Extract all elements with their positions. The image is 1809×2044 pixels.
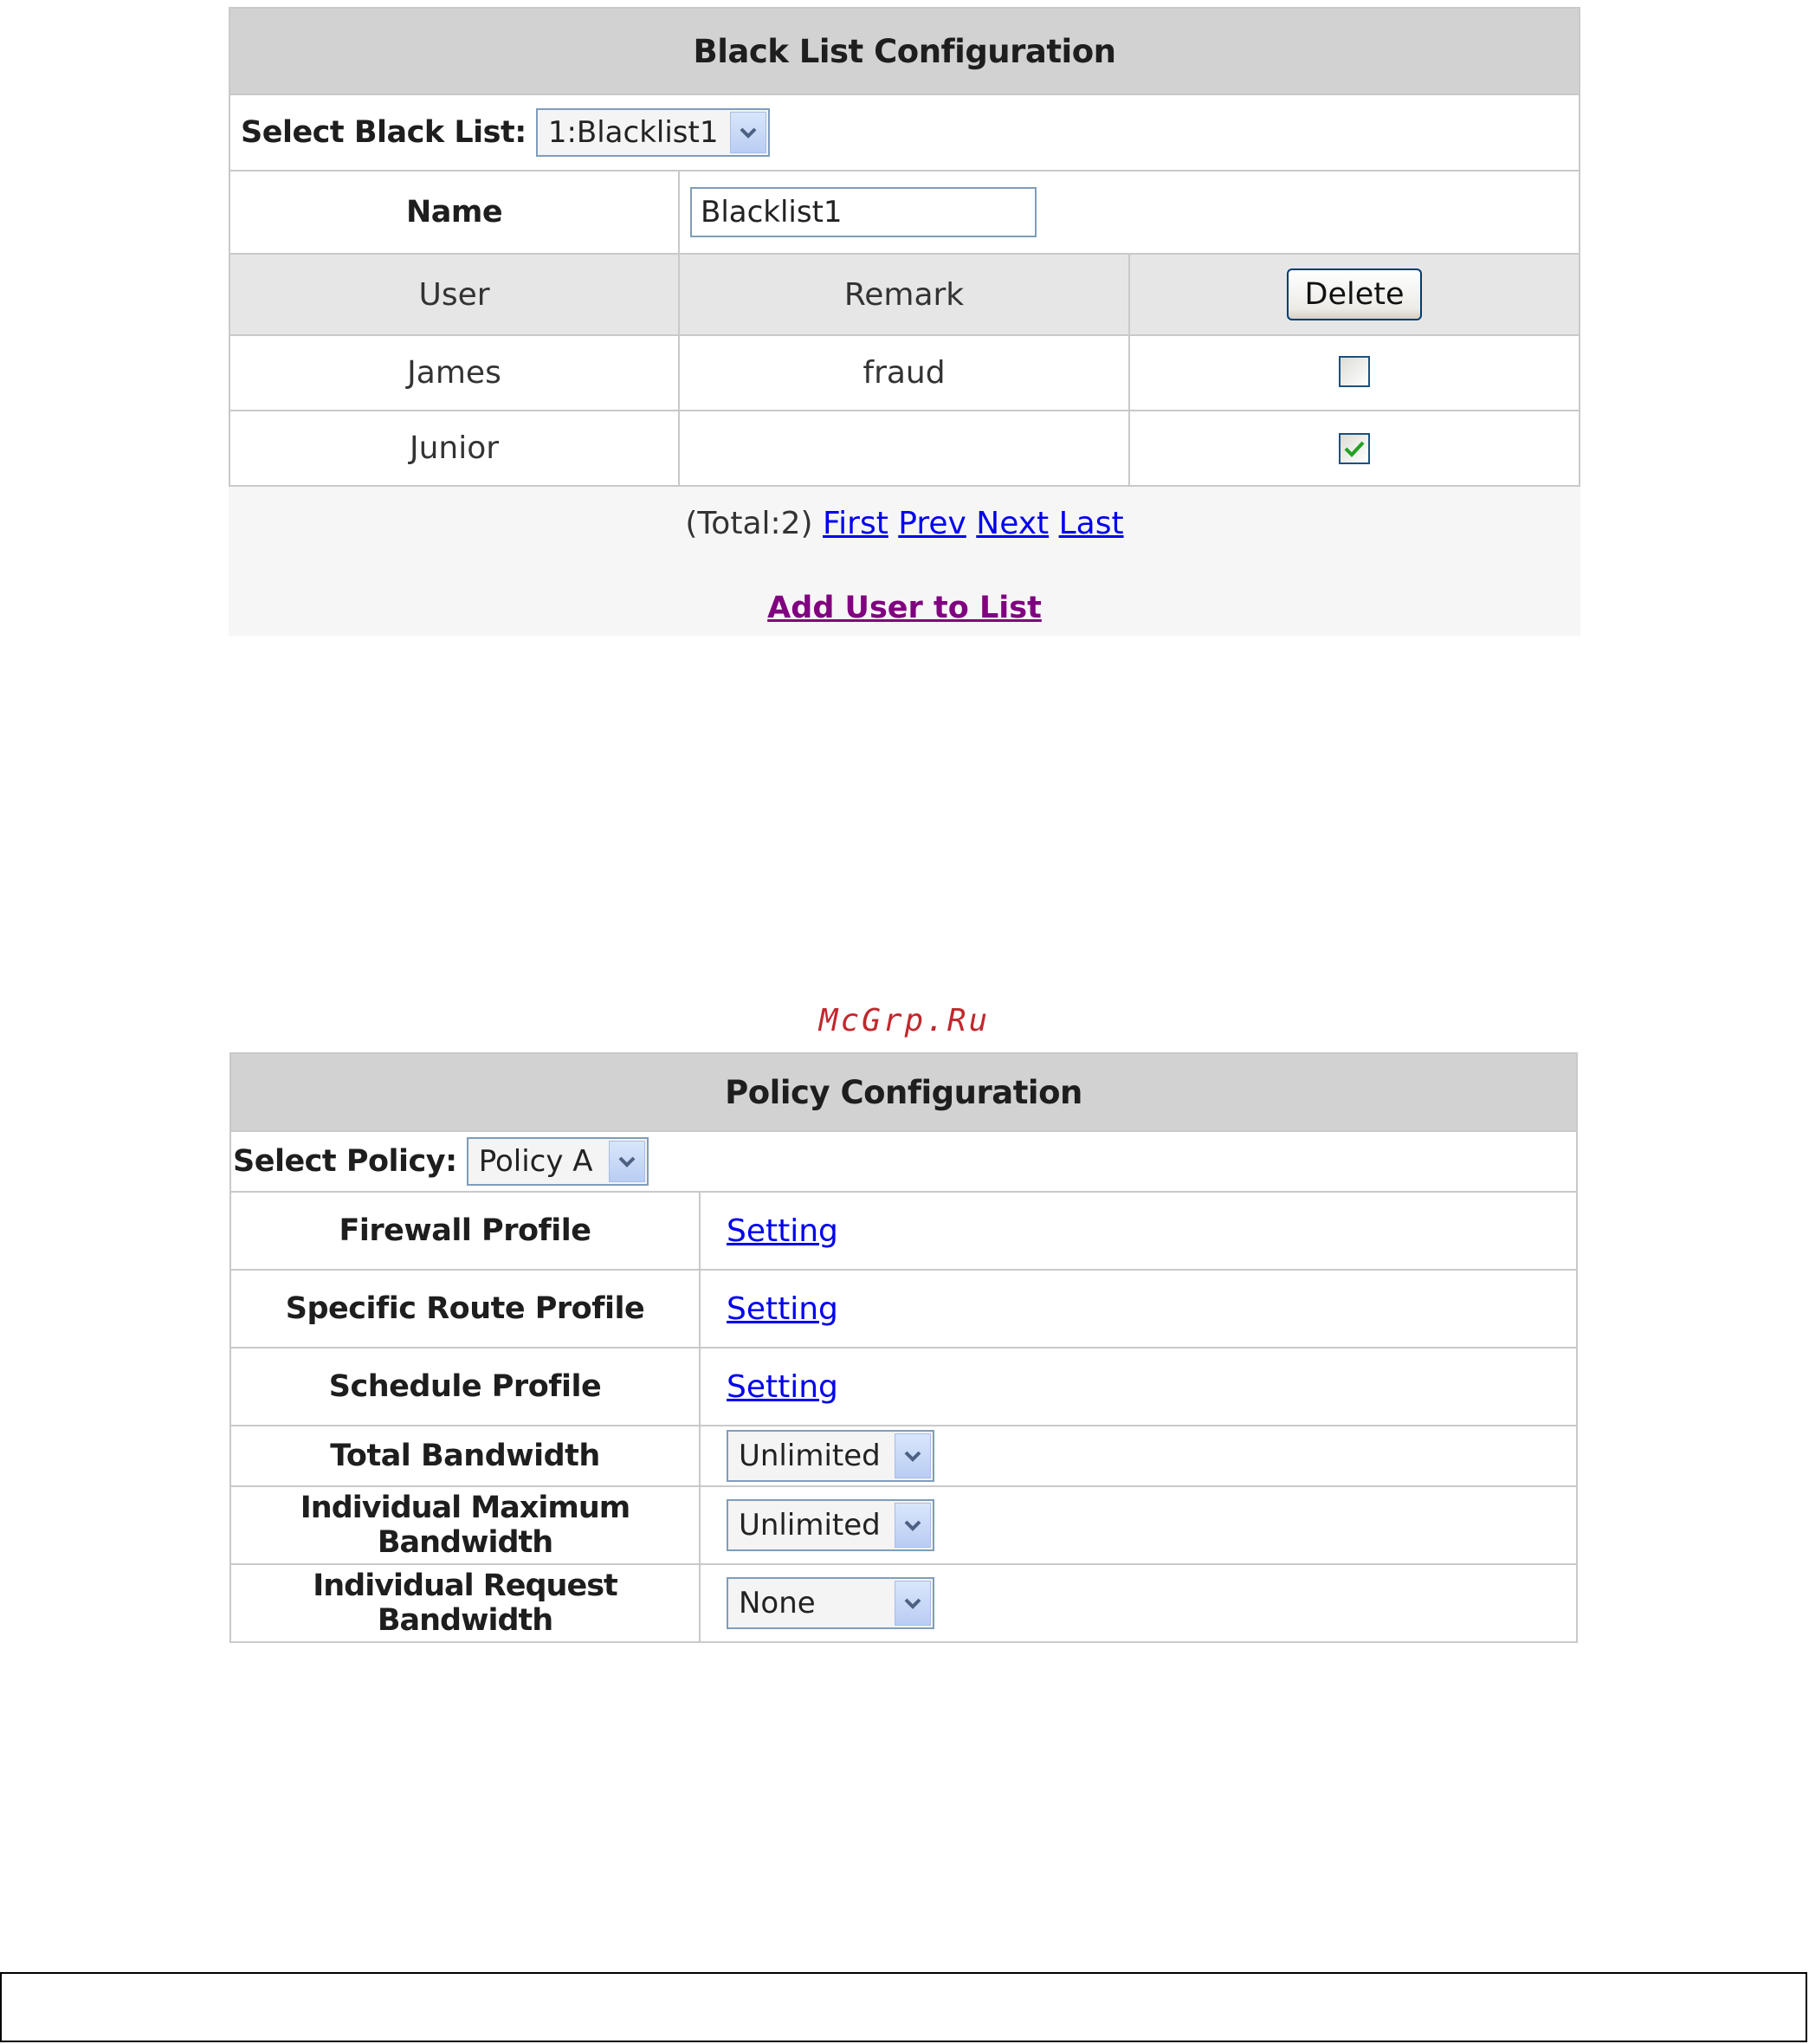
individual-max-bandwidth-select[interactable] (727, 1499, 934, 1551)
blacklist-select-value: 1:Blacklist1 (547, 115, 719, 150)
individual-max-bandwidth-label: Individual Maximum Bandwidth (230, 1486, 700, 1564)
delete-checkbox-cell (1129, 411, 1580, 486)
individual-max-bandwidth-value: Unlimited (739, 1508, 881, 1543)
watermark-text: McGrp.Ru (818, 1003, 991, 1038)
user-cell: James (229, 335, 679, 411)
pagination-next-link[interactable]: Next (976, 506, 1050, 541)
page-footer-box (0, 1972, 1807, 2042)
chevron-down-icon[interactable] (609, 1141, 645, 1182)
table-row (229, 411, 1580, 486)
delete-checkbox[interactable] (1339, 356, 1370, 387)
select-blacklist-row (229, 94, 1580, 171)
name-label: Name (229, 171, 679, 254)
blacklist-select[interactable] (536, 108, 770, 157)
delete-button[interactable]: Delete (1287, 268, 1422, 320)
column-header-remark: Remark (679, 254, 1129, 335)
delete-checkbox-checked[interactable] (1339, 433, 1370, 464)
policy-title: Policy Configuration (230, 1053, 1577, 1131)
individual-max-bandwidth-cell (700, 1486, 1577, 1564)
chevron-down-icon[interactable] (895, 1503, 931, 1548)
chevron-down-icon[interactable] (730, 112, 766, 153)
column-header-user: User (229, 254, 679, 335)
individual-request-bandwidth-value: None (739, 1586, 816, 1620)
select-blacklist-label: Select Black List: (241, 115, 527, 150)
remark-cell: fraud (679, 335, 1129, 411)
specific-route-profile-setting-link[interactable]: Setting (727, 1290, 838, 1327)
blacklist-table (229, 7, 1580, 487)
individual-request-bandwidth-select[interactable] (727, 1577, 934, 1629)
total-bandwidth-select[interactable] (727, 1430, 934, 1482)
column-header-delete (1129, 254, 1580, 335)
name-field[interactable]: Blacklist1 (690, 187, 1037, 237)
policy-table (229, 1052, 1578, 1643)
total-bandwidth-cell (700, 1426, 1577, 1486)
individual-request-bandwidth-cell (700, 1564, 1577, 1642)
name-value-cell (679, 171, 1580, 254)
select-policy-row (230, 1131, 1577, 1192)
user-cell: Junior (229, 411, 679, 486)
pagination-prev-link[interactable]: Prev (898, 506, 966, 541)
select-policy-label: Select Policy: (233, 1144, 457, 1179)
specific-route-profile-label: Specific Route Profile (230, 1270, 700, 1348)
add-user-area (229, 591, 1580, 625)
pagination-total: (Total:2) (685, 506, 813, 541)
schedule-profile-label: Schedule Profile (230, 1348, 700, 1426)
blacklist-title: Black List Configuration (229, 8, 1580, 94)
pagination-last-link[interactable]: Last (1058, 506, 1124, 541)
total-bandwidth-value: Unlimited (739, 1439, 881, 1473)
specific-route-profile-cell (700, 1270, 1577, 1348)
firewall-profile-label: Firewall Profile (230, 1192, 700, 1270)
delete-checkbox-cell (1129, 335, 1580, 411)
remark-cell (679, 411, 1129, 486)
chevron-down-icon[interactable] (895, 1581, 931, 1626)
pagination-first-link[interactable]: First (823, 506, 888, 541)
policy-select[interactable] (467, 1137, 649, 1186)
pagination (229, 506, 1580, 541)
policy-select-value: Policy A (478, 1144, 593, 1179)
schedule-profile-cell (700, 1348, 1577, 1426)
add-user-link[interactable]: Add User to List (767, 591, 1042, 625)
firewall-profile-setting-link[interactable]: Setting (727, 1213, 838, 1249)
chevron-down-icon[interactable] (895, 1433, 931, 1478)
checkmark-icon (1343, 439, 1366, 458)
table-row (229, 335, 1580, 411)
firewall-profile-cell (700, 1192, 1577, 1270)
individual-request-bandwidth-label: Individual Request Bandwidth (230, 1564, 700, 1642)
schedule-profile-setting-link[interactable]: Setting (727, 1368, 838, 1405)
total-bandwidth-label: Total Bandwidth (230, 1426, 700, 1486)
